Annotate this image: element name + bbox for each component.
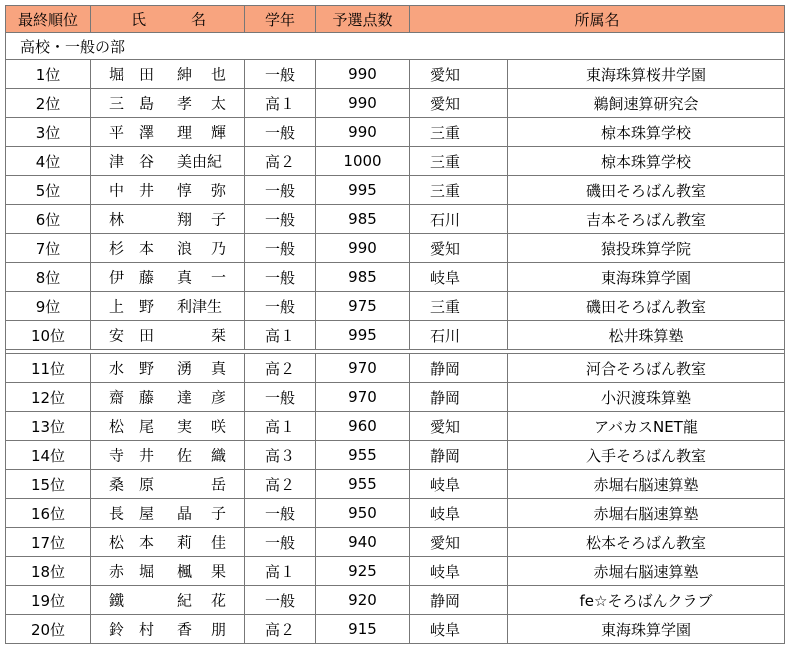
table-row — [6, 557, 785, 586]
grade-cell: 一般 — [245, 499, 316, 528]
header-name — [91, 6, 245, 33]
name-part: 島 — [139, 94, 155, 113]
table-row — [6, 499, 785, 528]
name-part: 佳 — [211, 533, 227, 552]
grade-cell: 一般 — [245, 528, 316, 557]
name-part: 伊 — [109, 268, 125, 287]
name-part: 林 — [109, 210, 125, 229]
rank-cell: 12位 — [6, 383, 91, 412]
rank-cell: 6位 — [6, 205, 91, 234]
name-part: 井 — [139, 446, 155, 465]
name-part: 一 — [211, 268, 227, 287]
grade-cell: 高２ — [245, 470, 316, 499]
name-cell — [91, 118, 245, 147]
name-part: 齋 — [109, 388, 125, 407]
name-part: 鈴 — [109, 620, 125, 639]
results-rows — [6, 60, 785, 644]
organization-cell: 東海珠算桜井学園 — [508, 60, 785, 89]
results-table — [5, 5, 785, 644]
table-row — [6, 615, 785, 644]
prefecture-cell: 三重 — [410, 292, 508, 321]
prefecture-cell: 愛知 — [410, 234, 508, 263]
organization-cell: 松本そろばん教室 — [508, 528, 785, 557]
name-part: 真 — [211, 359, 227, 378]
prefecture-cell: 愛知 — [410, 528, 508, 557]
name-part: 朋 — [211, 620, 227, 639]
name-part: 水 — [109, 359, 125, 378]
name-cell — [91, 470, 245, 499]
name-cell — [91, 354, 245, 383]
name-part: 田 — [139, 65, 155, 84]
organization-cell: 赤堀右脳速算塾 — [508, 470, 785, 499]
name-part: 果 — [211, 562, 227, 581]
rank-cell: 8位 — [6, 263, 91, 292]
table-row — [6, 528, 785, 557]
header-rank: 最終順位 — [6, 6, 91, 33]
name-part: 利津生 — [177, 297, 223, 316]
name-part: 花 — [211, 591, 227, 610]
name-part: 翔 — [177, 210, 193, 229]
organization-cell: 吉本そろばん教室 — [508, 205, 785, 234]
score-cell: 970 — [316, 383, 410, 412]
prefecture-cell: 岐阜 — [410, 470, 508, 499]
name-cell — [91, 441, 245, 470]
table-row — [6, 321, 785, 350]
name-part: 晶 — [177, 504, 193, 523]
score-cell: 990 — [316, 89, 410, 118]
grade-cell: 一般 — [245, 234, 316, 263]
organization-cell: 赤堀右脳速算塾 — [508, 557, 785, 586]
score-cell: 995 — [316, 321, 410, 350]
organization-cell: 磯田そろばん教室 — [508, 176, 785, 205]
name-cell — [91, 176, 245, 205]
score-cell: 985 — [316, 263, 410, 292]
name-cell — [91, 205, 245, 234]
rank-cell: 9位 — [6, 292, 91, 321]
organization-cell: 椋本珠算学校 — [508, 118, 785, 147]
name-part: 輝 — [211, 123, 227, 142]
section-title: 高校・一般の部 — [6, 33, 785, 60]
prefecture-cell: 岐阜 — [410, 615, 508, 644]
grade-cell: 高２ — [245, 354, 316, 383]
name-cell — [91, 292, 245, 321]
score-cell: 940 — [316, 528, 410, 557]
name-part: 田 — [139, 326, 155, 345]
name-part: 莉 — [177, 533, 193, 552]
name-cell — [91, 528, 245, 557]
name-part: 子 — [211, 210, 227, 229]
rank-cell: 10位 — [6, 321, 91, 350]
organization-cell: 磯田そろばん教室 — [508, 292, 785, 321]
grade-cell: 高１ — [245, 89, 316, 118]
name-part: 平 — [109, 123, 125, 142]
prefecture-cell: 愛知 — [410, 60, 508, 89]
grade-cell: 高１ — [245, 412, 316, 441]
name-part: 浪 — [177, 239, 193, 258]
section-title-row — [6, 33, 785, 60]
grade-cell: 一般 — [245, 176, 316, 205]
score-cell: 960 — [316, 412, 410, 441]
name-cell — [91, 321, 245, 350]
name-part: 達 — [177, 388, 193, 407]
table-row — [6, 354, 785, 383]
score-cell: 1000 — [316, 147, 410, 176]
name-part: 屋 — [139, 504, 155, 523]
header-name-given: 名 — [191, 10, 207, 29]
score-cell: 990 — [316, 234, 410, 263]
name-part: 咲 — [211, 417, 227, 436]
organization-cell: 松井珠算塾 — [508, 321, 785, 350]
header-score: 予選点数 — [316, 6, 410, 33]
name-part: 佐 — [177, 446, 193, 465]
organization-cell: 小沢渡珠算塾 — [508, 383, 785, 412]
name-part: 上 — [109, 297, 125, 316]
score-cell: 915 — [316, 615, 410, 644]
name-cell — [91, 263, 245, 292]
score-cell: 950 — [316, 499, 410, 528]
name-part: 紀 — [177, 591, 193, 610]
table-row — [6, 586, 785, 615]
name-part: 織 — [211, 446, 227, 465]
name-part: 乃 — [211, 239, 227, 258]
name-part: 赤 — [109, 562, 125, 581]
prefecture-cell: 三重 — [410, 176, 508, 205]
organization-cell: アバカスNET龍 — [508, 412, 785, 441]
table-row — [6, 205, 785, 234]
rank-cell: 13位 — [6, 412, 91, 441]
name-part: 真 — [177, 268, 193, 287]
table-row — [6, 147, 785, 176]
name-part: 美由紀 — [177, 152, 223, 171]
name-cell — [91, 412, 245, 441]
name-part: 藤 — [139, 268, 155, 287]
name-part: 野 — [139, 359, 155, 378]
header-row — [6, 6, 785, 33]
name-cell — [91, 89, 245, 118]
table-row — [6, 383, 785, 412]
organization-cell: fe☆そろばんクラブ — [508, 586, 785, 615]
table-row — [6, 234, 785, 263]
table-row — [6, 441, 785, 470]
rank-cell: 7位 — [6, 234, 91, 263]
name-part: 津 — [109, 152, 125, 171]
grade-cell: 一般 — [245, 205, 316, 234]
rank-cell: 19位 — [6, 586, 91, 615]
rank-cell: 5位 — [6, 176, 91, 205]
name-part: 子 — [211, 504, 227, 523]
table-row — [6, 176, 785, 205]
name-part: 澤 — [139, 123, 155, 142]
prefecture-cell: 静岡 — [410, 383, 508, 412]
name-part: 桑 — [109, 475, 125, 494]
name-cell — [91, 557, 245, 586]
rank-cell: 3位 — [6, 118, 91, 147]
name-cell — [91, 586, 245, 615]
organization-cell: 赤堀右脳速算塾 — [508, 499, 785, 528]
name-part: 野 — [139, 297, 155, 316]
score-cell: 970 — [316, 354, 410, 383]
prefecture-cell: 岐阜 — [410, 499, 508, 528]
name-part: 松 — [109, 533, 125, 552]
name-part: 寺 — [109, 446, 125, 465]
prefecture-cell: 三重 — [410, 118, 508, 147]
prefecture-cell: 石川 — [410, 205, 508, 234]
organization-cell: 猿投珠算学院 — [508, 234, 785, 263]
name-part: 安 — [109, 326, 125, 345]
organization-cell: 河合そろばん教室 — [508, 354, 785, 383]
prefecture-cell: 静岡 — [410, 354, 508, 383]
name-part: 惇 — [177, 181, 193, 200]
name-cell — [91, 383, 245, 412]
rank-cell: 16位 — [6, 499, 91, 528]
name-part: 太 — [211, 94, 227, 113]
score-cell: 990 — [316, 60, 410, 89]
grade-cell: 高３ — [245, 441, 316, 470]
grade-cell: 一般 — [245, 263, 316, 292]
name-part: 本 — [139, 533, 155, 552]
table-row — [6, 412, 785, 441]
prefecture-cell: 愛知 — [410, 89, 508, 118]
grade-cell: 一般 — [245, 586, 316, 615]
organization-cell: 椋本珠算学校 — [508, 147, 785, 176]
prefecture-cell: 岐阜 — [410, 557, 508, 586]
score-cell: 995 — [316, 176, 410, 205]
name-part: 三 — [109, 94, 125, 113]
score-cell: 985 — [316, 205, 410, 234]
rank-cell: 18位 — [6, 557, 91, 586]
table-row — [6, 292, 785, 321]
name-part: 孝 — [177, 94, 193, 113]
rank-cell: 15位 — [6, 470, 91, 499]
score-cell: 975 — [316, 292, 410, 321]
rank-cell: 4位 — [6, 147, 91, 176]
rank-cell: 20位 — [6, 615, 91, 644]
name-part: 鐵 — [109, 591, 125, 610]
results-table-container — [5, 5, 784, 644]
prefecture-cell: 静岡 — [410, 586, 508, 615]
grade-cell: 高２ — [245, 615, 316, 644]
rank-cell: 14位 — [6, 441, 91, 470]
name-part: 長 — [109, 504, 125, 523]
name-part: 井 — [139, 181, 155, 200]
grade-cell: 一般 — [245, 383, 316, 412]
name-part: 中 — [109, 181, 125, 200]
prefecture-cell: 三重 — [410, 147, 508, 176]
grade-cell: 高１ — [245, 557, 316, 586]
organization-cell: 入手そろばん教室 — [508, 441, 785, 470]
score-cell: 920 — [316, 586, 410, 615]
name-part: 岳 — [211, 475, 227, 494]
name-cell — [91, 615, 245, 644]
name-part: 原 — [139, 475, 155, 494]
score-cell: 925 — [316, 557, 410, 586]
table-row — [6, 118, 785, 147]
rank-cell: 2位 — [6, 89, 91, 118]
name-part: 堀 — [109, 65, 125, 84]
name-part: 谷 — [139, 152, 155, 171]
prefecture-cell: 静岡 — [410, 441, 508, 470]
name-part: 実 — [177, 417, 193, 436]
name-cell — [91, 234, 245, 263]
name-part: 尾 — [139, 417, 155, 436]
name-part: 藤 — [139, 388, 155, 407]
name-cell — [91, 499, 245, 528]
name-cell — [91, 60, 245, 89]
table-row — [6, 60, 785, 89]
grade-cell: 一般 — [245, 118, 316, 147]
name-part: 本 — [139, 239, 155, 258]
rank-cell: 17位 — [6, 528, 91, 557]
score-cell: 955 — [316, 441, 410, 470]
header-name-surname: 氏 — [131, 10, 147, 29]
prefecture-cell: 岐阜 — [410, 263, 508, 292]
name-cell — [91, 147, 245, 176]
name-part: 村 — [139, 620, 155, 639]
name-part: 弥 — [211, 181, 227, 200]
organization-cell: 東海珠算学園 — [508, 263, 785, 292]
name-part: 堀 — [139, 562, 155, 581]
table-row — [6, 470, 785, 499]
table-row — [6, 89, 785, 118]
name-part: 杉 — [109, 239, 125, 258]
name-part: 理 — [177, 123, 193, 142]
organization-cell: 鵜飼速算研究会 — [508, 89, 785, 118]
rank-cell: 1位 — [6, 60, 91, 89]
grade-cell: 一般 — [245, 60, 316, 89]
name-part: 紳 — [177, 65, 193, 84]
score-cell: 955 — [316, 470, 410, 499]
score-cell: 990 — [316, 118, 410, 147]
name-part: 楓 — [177, 562, 193, 581]
name-part: 香 — [177, 620, 193, 639]
prefecture-cell: 愛知 — [410, 412, 508, 441]
name-part: 彦 — [211, 388, 227, 407]
header-grade: 学年 — [245, 6, 316, 33]
name-part: 也 — [211, 65, 227, 84]
prefecture-cell: 石川 — [410, 321, 508, 350]
name-part: 湧 — [177, 359, 193, 378]
organization-cell: 東海珠算学園 — [508, 615, 785, 644]
grade-cell: 一般 — [245, 292, 316, 321]
grade-cell: 高１ — [245, 321, 316, 350]
name-part: 栞 — [211, 326, 227, 345]
header-affiliation: 所属名 — [410, 6, 785, 33]
grade-cell: 高２ — [245, 147, 316, 176]
name-part: 松 — [109, 417, 125, 436]
rank-cell: 11位 — [6, 354, 91, 383]
table-row — [6, 263, 785, 292]
